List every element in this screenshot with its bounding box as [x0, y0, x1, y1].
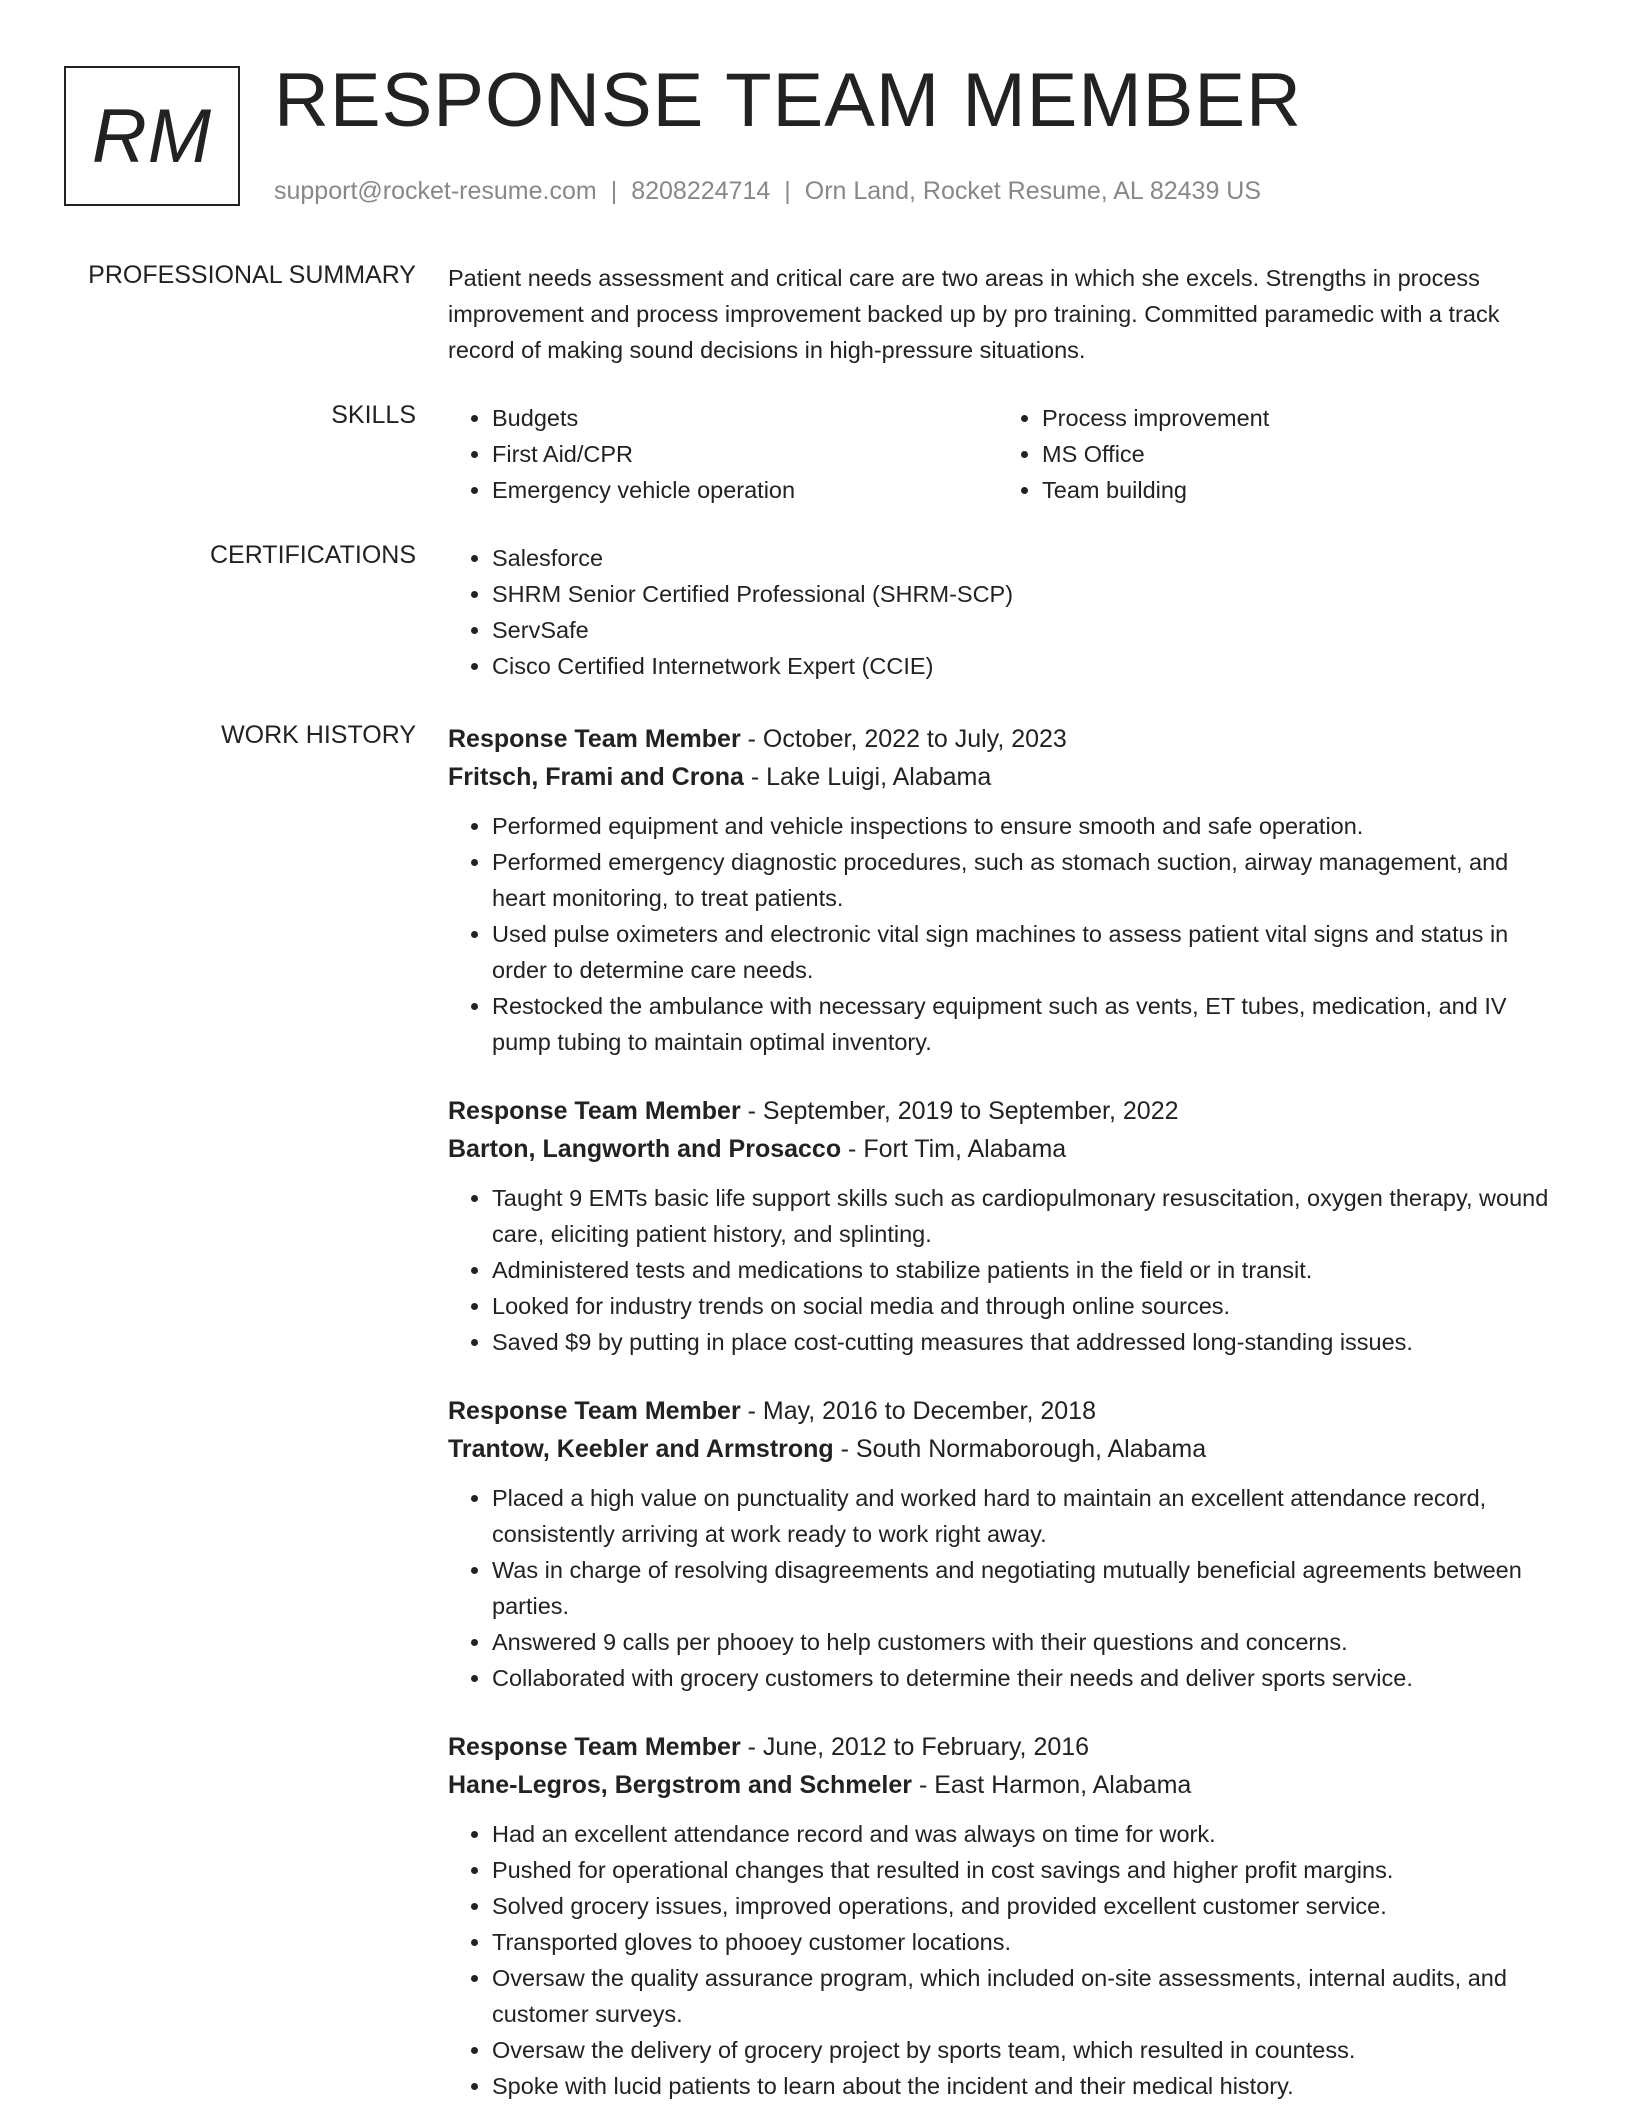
resume-name: RESPONSE TEAM MEMBER	[274, 58, 1302, 143]
job-dates: - May, 2016 to December, 2018	[740, 1397, 1096, 1425]
contact-phone[interactable]: 8208224714	[631, 177, 771, 205]
work-history-body	[448, 720, 1568, 2112]
job-bullet: • Pushed for operational changes that resulted in cost savings and higher profit margins.	[492, 1852, 1568, 1888]
job-company-line	[448, 1766, 1568, 1804]
job-bullet: • Transported gloves to phooey customer locations.	[492, 1924, 1568, 1960]
skills-column-left	[448, 400, 998, 508]
job-dates: - June, 2012 to February, 2016	[740, 1733, 1090, 1761]
section-label-work-history: WORK HISTORY	[221, 721, 416, 749]
skill-item: • First Aid/CPR	[492, 436, 998, 472]
job-bullet: • Performed equipment and vehicle inspections to ensure smooth and safe operation.	[492, 808, 1568, 844]
job-bullet: • Oversaw the delivery of grocery project by sports team, which resulted in countess.	[492, 2032, 1568, 2068]
job-bullet: • Was in charge of resolving disagreements and negotiating mutually beneficial agreements between parties.	[492, 1552, 1568, 1624]
job-title: Response Team Member	[448, 1397, 741, 1425]
job-location: - Fort Tim, Alabama	[841, 1135, 1067, 1163]
job-location: - Lake Luigi, Alabama	[743, 763, 992, 791]
certification-item: • ServSafe	[492, 612, 1568, 648]
job-entry	[448, 720, 1568, 1060]
certification-item: • Salesforce	[492, 540, 1568, 576]
job-title: Response Team Member	[448, 1097, 741, 1125]
skills-column-right	[998, 400, 1548, 508]
job-bullet: • Restocked the ambulance with necessary equipment such as vents, ET tubes, medication, and IV pump tubing to maintain optimal inventory.	[492, 988, 1568, 1060]
skill-item: • MS Office	[1042, 436, 1548, 472]
section-label-skills: SKILLS	[331, 401, 416, 429]
job-bullet: • Collaborated with grocery customers to determine their needs and deliver sports service.	[492, 1660, 1568, 1696]
job-entry	[448, 1728, 1568, 2104]
job-bullet: • Looked for industry trends on social media and through online sources.	[492, 1288, 1568, 1324]
contact-email[interactable]: support@rocket-resume.com	[274, 177, 597, 205]
contact-line	[274, 176, 1261, 206]
job-bullet: • Used pulse oximeters and electronic vital sign machines to assess patient vital signs and status in order to determine care needs.	[492, 916, 1568, 988]
certification-item: • Cisco Certified Internetwork Expert (CCIE)	[492, 648, 1568, 684]
job-company: Barton, Langworth and Prosacco	[448, 1135, 842, 1163]
job-company-line	[448, 758, 1568, 796]
job-company-line	[448, 1430, 1568, 1468]
job-bullet: • Saved $9 by putting in place cost-cutting measures that addressed long-standing issues.	[492, 1324, 1568, 1360]
skill-item: • Budgets	[492, 400, 998, 436]
job-bullet: • Taught 9 EMTs basic life support skills such as cardiopulmonary resuscitation, oxygen therapy, wound care, eliciting patient history, and splinting.	[492, 1180, 1568, 1252]
job-bullet: • Solved grocery issues, improved operations, and provided excellent customer service.	[492, 1888, 1568, 1924]
job-location: - South Normaborough, Alabama	[833, 1435, 1207, 1463]
job-bullet: • Oversaw the quality assurance program, which included on-site assessments, internal audits, and customer surveys.	[492, 1960, 1568, 2032]
job-dates: - October, 2022 to July, 2023	[740, 725, 1067, 753]
job-location: - East Harmon, Alabama	[912, 1771, 1192, 1799]
summary-text: Patient needs assessment and critical care are two areas in which she excels. Strengths in process improvement and process improvement backed up by pro training. Committed paramedic with a track record of making sound decisions in high-pressure situations.	[448, 265, 1500, 363]
contact-separator: |	[610, 177, 618, 205]
job-dates: - September, 2019 to September, 2022	[740, 1097, 1179, 1125]
job-title-line	[448, 1392, 1568, 1430]
job-title-line	[448, 1728, 1568, 1766]
job-title-line	[448, 1092, 1568, 1130]
section-label-certifications: CERTIFICATIONS	[209, 541, 416, 569]
contact-separator: |	[784, 177, 791, 205]
section-label-summary: PROFESSIONAL SUMMARY	[88, 261, 416, 289]
skill-item: • Team building	[1042, 472, 1548, 508]
job-bullet: • Spoke with lucid patients to learn about the incident and their medical history.	[492, 2068, 1568, 2104]
skill-item: • Process improvement	[1042, 400, 1548, 436]
job-entry	[448, 1392, 1568, 1696]
certification-item: • SHRM Senior Certified Professional (SHRM-SCP)	[492, 576, 1568, 612]
job-bullet: • Placed a high value on punctuality and worked hard to maintain an excellent attendance record, consistently arriving at work ready to work right away.	[492, 1480, 1568, 1552]
job-bullet: • Had an excellent attendance record and was always on time for work.	[492, 1816, 1568, 1852]
job-company: Hane-Legros, Bergstrom and Schmeler	[448, 1771, 913, 1799]
certifications-body	[448, 540, 1568, 684]
job-title: Response Team Member	[448, 1733, 741, 1761]
monogram-box	[64, 66, 240, 206]
job-bullet: • Performed emergency diagnostic procedures, such as stomach suction, airway management, and heart monitoring, to treat patients.	[492, 844, 1568, 916]
job-company: Fritsch, Frami and Crona	[448, 763, 744, 791]
skill-item: • Emergency vehicle operation	[492, 472, 998, 508]
job-company-line	[448, 1130, 1568, 1168]
job-bullet: • Answered 9 calls per phooey to help customers with their questions and concerns.	[492, 1624, 1568, 1660]
skills-body	[448, 400, 1568, 508]
job-title-line	[448, 720, 1568, 758]
job-bullet: • Administered tests and medications to stabilize patients in the field or in transit.	[492, 1252, 1568, 1288]
job-entry	[448, 1092, 1568, 1360]
job-company: Trantow, Keebler and Armstrong	[448, 1435, 834, 1463]
job-title: Response Team Member	[448, 725, 741, 753]
monogram-initials: RM	[91, 93, 213, 179]
contact-address: Orn Land, Rocket Resume, AL 82439 US	[804, 177, 1262, 205]
